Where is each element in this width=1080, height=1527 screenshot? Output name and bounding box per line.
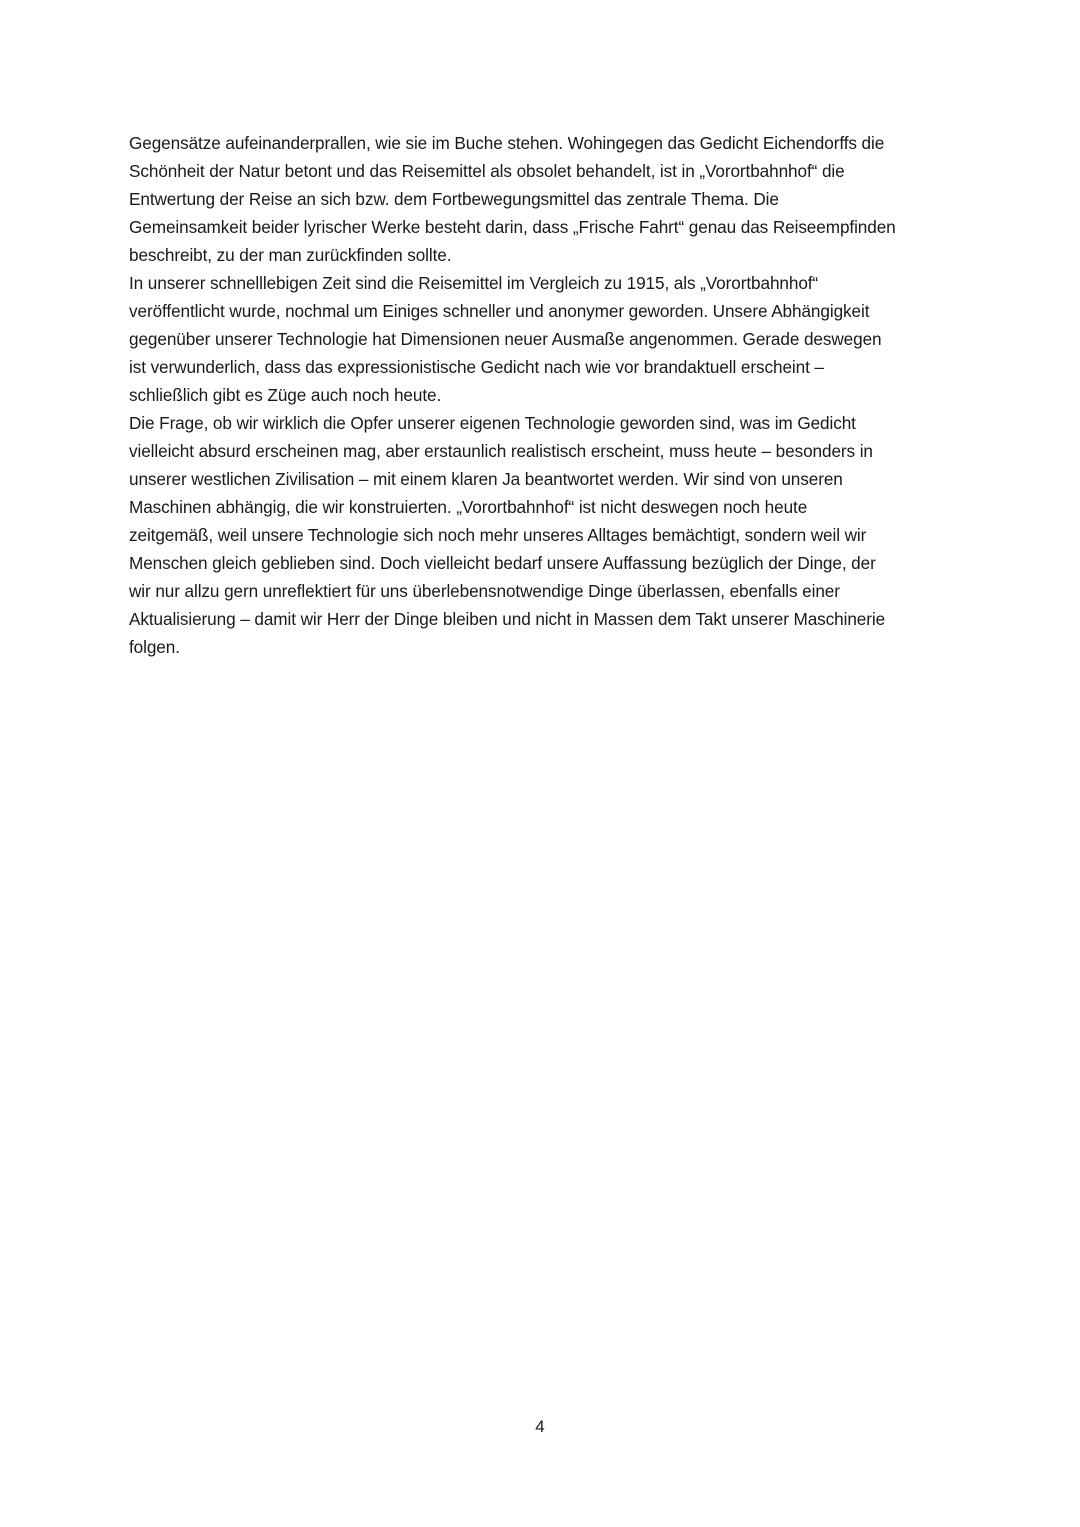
body-text: [129, 129, 969, 661]
text-line: veröffentlicht wurde, nochmal um Einiges schneller und anonymer geworden. Unsere Abhängigkeit: [129, 301, 870, 321]
text-line: folgen.: [129, 637, 180, 657]
text-line: Gegensätze aufeinanderprallen, wie sie im Buche stehen. Wohingegen das Gedicht Eichendorffs die: [129, 133, 885, 153]
text-line: wir nur allzu gern unreflektiert für uns überlebensnotwendige Dinge überlassen, ebenfalls einer: [129, 581, 840, 601]
text-line: Maschinen abhängig, die wir konstruierten. „Vorortbahnhof“ ist nicht deswegen noch heute: [129, 497, 808, 517]
text-line: zeitgemäß, weil unsere Technologie sich noch mehr unseres Alltages bemächtigt, sondern weil wir: [129, 525, 867, 545]
text-line: gegenüber unserer Technologie hat Dimensionen neuer Ausmaße angenommen. Gerade deswegen: [129, 329, 882, 349]
text-line: Die Frage, ob wir wirklich die Opfer unserer eigenen Technologie geworden sind, was im Gedicht: [129, 413, 856, 433]
text-line: Entwertung der Reise an sich bzw. dem Fortbewegungsmittel das zentrale Thema. Die: [129, 189, 779, 209]
text-line: beschreibt, zu der man zurückfinden sollte.: [129, 245, 452, 265]
text-line: schließlich gibt es Züge auch noch heute.: [129, 385, 442, 405]
text-line: Aktualisierung – damit wir Herr der Dinge bleiben und nicht in Massen dem Takt unserer Maschinerie: [129, 609, 886, 629]
text-line: vielleicht absurd erscheinen mag, aber erstaunlich realistisch erscheint, muss heute – besonders in: [129, 441, 873, 461]
text-line: Schönheit der Natur betont und das Reisemittel als obsolet behandelt, ist in „Vorortbahnhof“ die: [129, 161, 845, 181]
text-line: unserer westlichen Zivilisation – mit einem klaren Ja beantwortet werden. Wir sind von unseren: [129, 469, 843, 489]
page-number: 4: [535, 1417, 545, 1436]
text-line: Menschen gleich geblieben sind. Doch vielleicht bedarf unsere Auffassung bezüglich der Dinge, der: [129, 553, 876, 573]
text-line: Gemeinsamkeit beider lyrischer Werke besteht darin, dass „Frische Fahrt“ genau das Reiseempfinden: [129, 217, 896, 237]
text-line: ist verwunderlich, dass das expressionistische Gedicht nach wie vor brandaktuell erscheint –: [129, 357, 824, 377]
text-line: In unserer schnelllebigen Zeit sind die Reisemittel im Vergleich zu 1915, als „Vorortbahnhof“: [129, 273, 819, 293]
